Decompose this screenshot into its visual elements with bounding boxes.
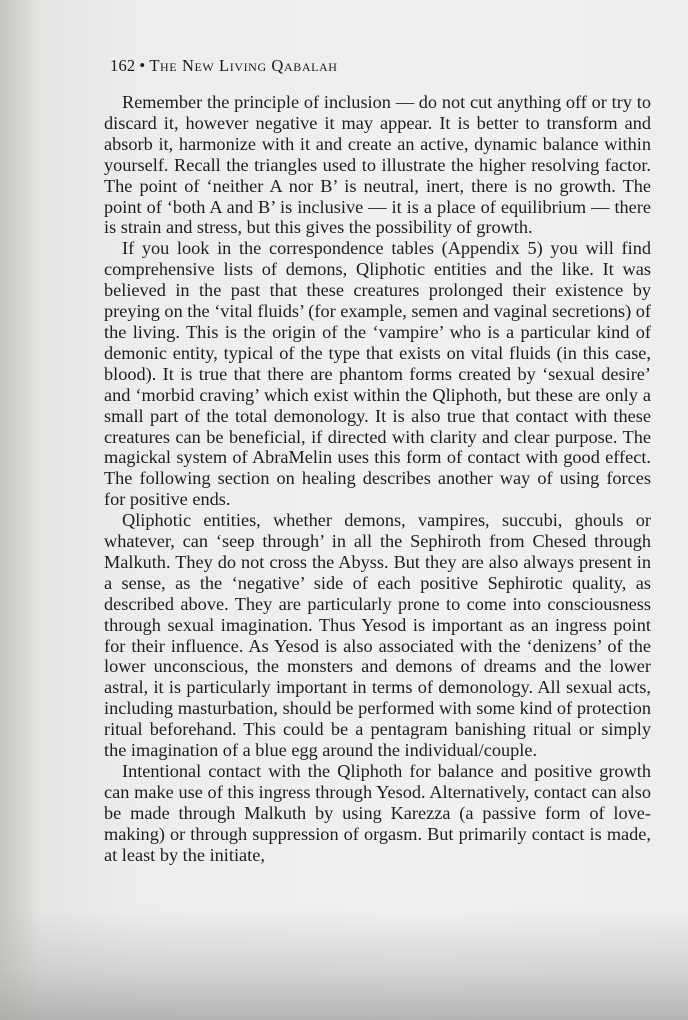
page-bottom-shadow [0, 910, 688, 1020]
paragraph: Intentional contact with the Qliphoth for balance and positive growth can make use of this ingress through Yesod. Alternatively, contact can also be made through Malkuth by using Karezza (a passive form of love-making) or through suppression of orgasm. But primarily contact is made, at least by the initiate, [104, 761, 651, 865]
page-number: 162 [110, 56, 136, 75]
body-text [104, 92, 651, 866]
running-head [110, 56, 338, 76]
paragraph: Remember the principle of inclusion — do not cut anything off or try to discard it, however negative it may appear. It is better to transform and absorb it, harmonize with it and create an active, dynamic balance within yourself. Recall the triangles used to illustrate the higher resolving factor. The point of ‘neither A nor B’ is neutral, inert, there is no growth. The point of ‘both A and B’ is inclusive — it is a place of equilibrium — there is strain and stress, but this gives the possibility of growth. [104, 92, 651, 238]
bullet-separator: • [139, 56, 146, 75]
paragraph: If you look in the correspondence tables (Appendix 5) you will find comprehensive lists of demons, Qliphotic entities and the like. It was believed in the past that these creatures prolonged their existence by preying on the ‘vital fluids’ (for example, semen and vaginal secretions) of the living. This is the origin of the ‘vampire’ who is a particular kind of demonic entity, typical of the type that exists on vital fluids (in this case, blood). It is true that there are phantom forms created by ‘sexual desire’ and ‘morbid craving’ which exist within the Qliphoth, but these are only a small part of the total demonology. It is also true that contact with these creatures can be beneficial, if directed with clarity and clear purpose. The magickal system of AbraMelin uses this form of contact with good effect. The following section on healing describes another way of using forces for positive ends. [104, 238, 651, 510]
book-title: The New Living Qabalah [149, 56, 338, 75]
page-edge-shadow [0, 0, 40, 1020]
paragraph: Qliphotic entities, whether demons, vampires, succubi, ghouls or whatever, can ‘seep through’ in all the Sephiroth from Chesed through Malkuth. They do not cross the Abyss. But they are also always present in a sense, as the ‘negative’ side of each positive Sephirotic quality, as described above. They are particularly prone to come into consciousness through sexual imagination. Thus Yesod is important as an ingress point for their influence. As Yesod is also associated with the ‘denizens’ of the lower unconscious, the monsters and demons of dreams and the lower astral, it is particularly important in terms of demonology. All sexual acts, including masturbation, should be performed with some kind of protection ritual beforehand. This could be a pentagram banishing ritual or simply the imagination of a blue egg around the individual/couple. [104, 510, 651, 761]
